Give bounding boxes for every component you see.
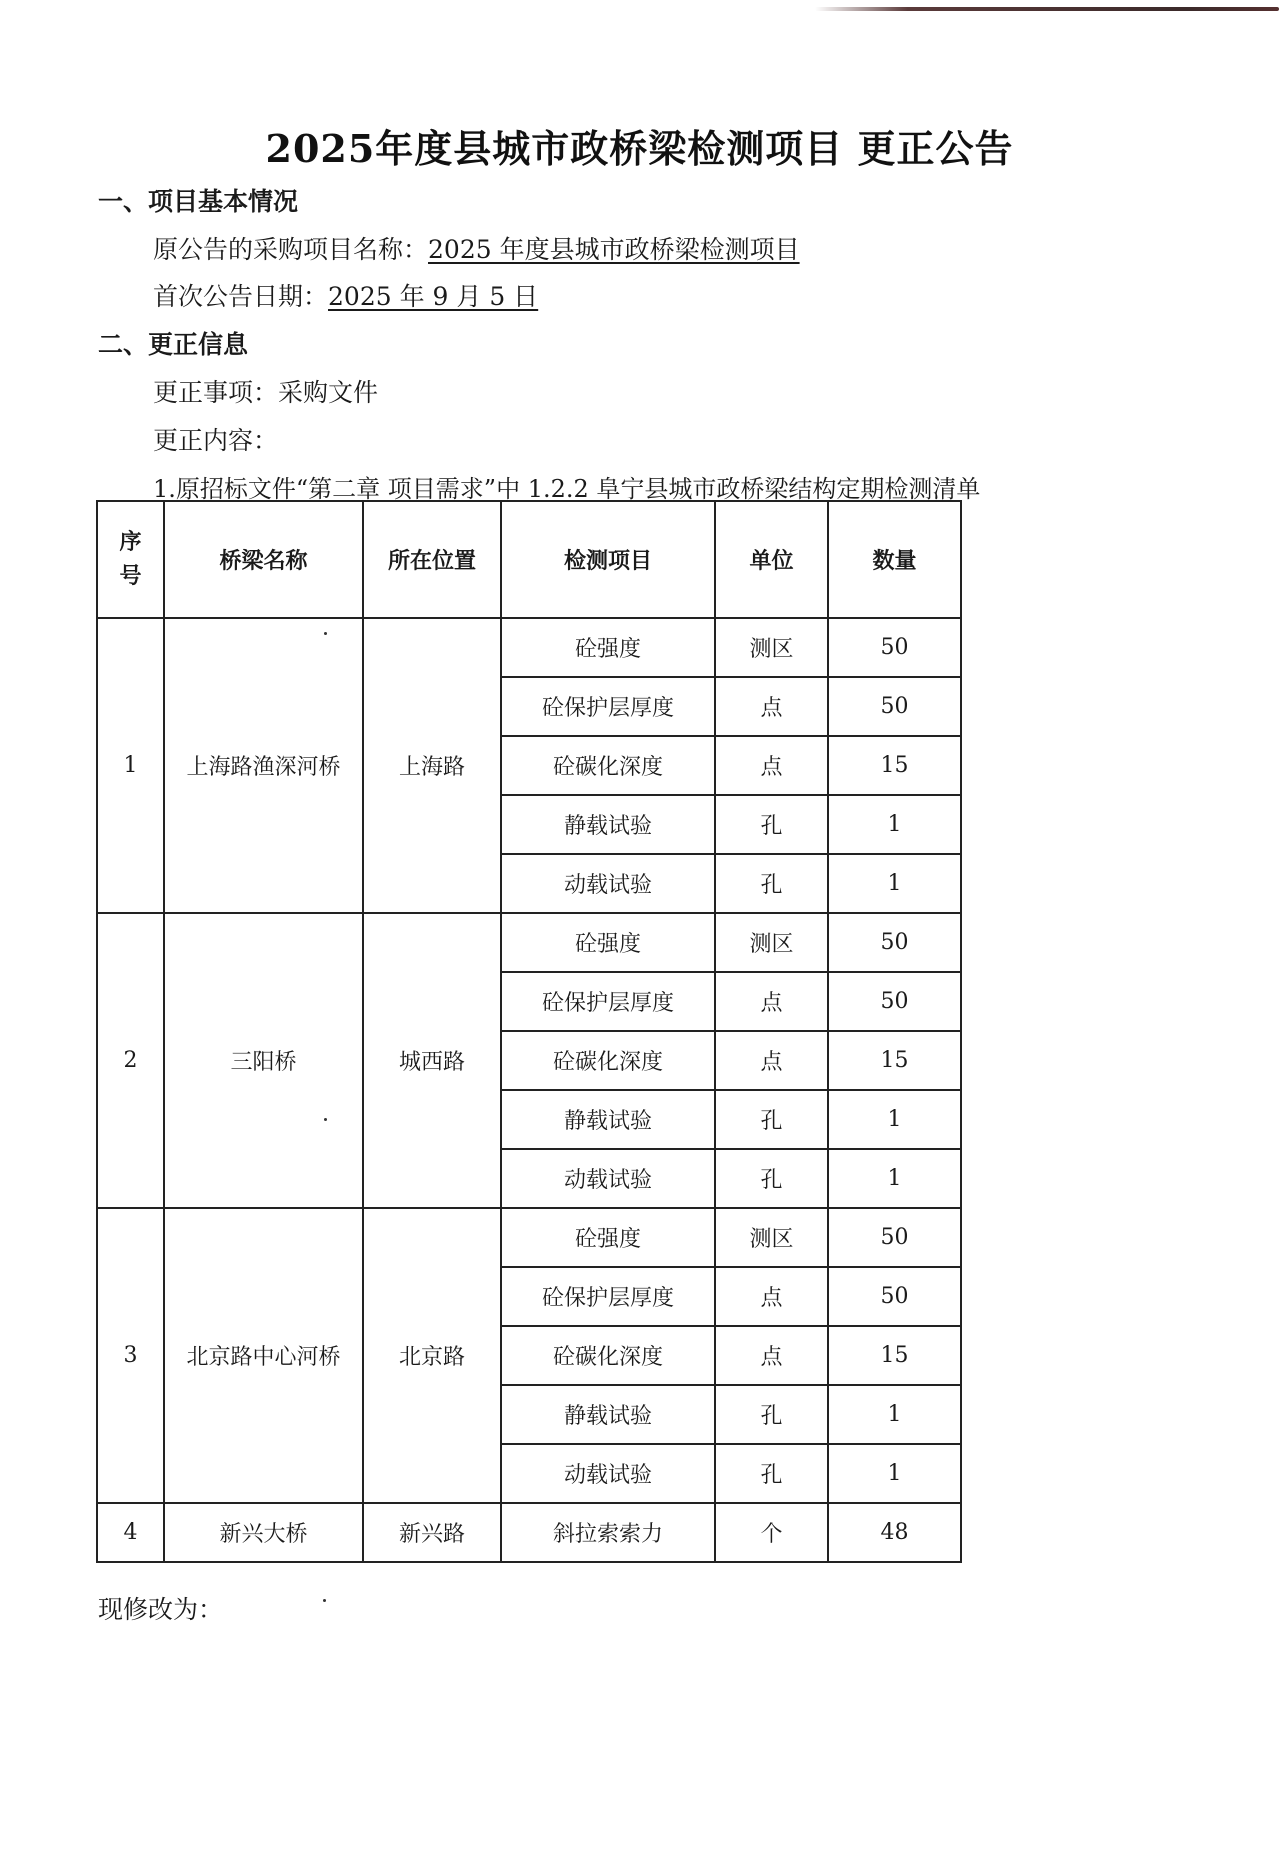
cell-inspection-item: 动载试验 <box>501 1149 715 1208</box>
cell-quantity: 50 <box>828 1208 961 1267</box>
project-name-label: 原公告的采购项目名称： <box>153 235 429 264</box>
cell-quantity: 48 <box>828 1503 961 1562</box>
cell-quantity: 1 <box>828 1090 961 1149</box>
scan-speck <box>324 1118 327 1121</box>
cell-inspection-item: 砼保护层厚度 <box>501 1267 715 1326</box>
table-row <box>97 1208 961 1267</box>
cell-inspection-item: 动载试验 <box>501 1444 715 1503</box>
cell-unit: 孔 <box>715 1090 828 1149</box>
original-clause-line: 1.原招标文件“第二章 项目需求”中 1.2.2 阜宁县城市政桥梁结构定期检测清单 <box>153 475 981 503</box>
cell-inspection-item: 静载试验 <box>501 1090 715 1149</box>
cell-location: 新兴路 <box>363 1503 501 1562</box>
cell-location: 城西路 <box>363 913 501 1208</box>
scan-speck <box>323 1599 326 1602</box>
cell-inspection-item: 砼强度 <box>501 1208 715 1267</box>
cell-unit: 点 <box>715 1326 828 1385</box>
cell-quantity: 50 <box>828 618 961 677</box>
cell-inspection-item: 砼碳化深度 <box>501 1326 715 1385</box>
cell-unit: 个 <box>715 1503 828 1562</box>
scan-edge-line <box>815 7 1279 11</box>
cell-unit: 测区 <box>715 1208 828 1267</box>
cell-inspection-item: 砼碳化深度 <box>501 736 715 795</box>
header-unit: 单位 <box>715 501 828 618</box>
cell-quantity: 1 <box>828 854 961 913</box>
header-location: 所在位置 <box>363 501 501 618</box>
cell-seq: 4 <box>97 1503 164 1562</box>
cell-unit: 孔 <box>715 795 828 854</box>
cell-inspection-item: 砼强度 <box>501 913 715 972</box>
cell-quantity: 50 <box>828 677 961 736</box>
cell-quantity: 1 <box>828 1149 961 1208</box>
cell-unit: 点 <box>715 1267 828 1326</box>
bridge-inspection-table <box>96 500 962 1563</box>
first-date-value: 2025 年 9 月 5 日 <box>328 282 539 311</box>
cell-inspection-item: 砼保护层厚度 <box>501 972 715 1031</box>
cell-unit: 测区 <box>715 913 828 972</box>
section1-heading: 一、项目基本情况 <box>98 187 299 216</box>
cell-unit: 孔 <box>715 1444 828 1503</box>
cell-unit: 点 <box>715 1031 828 1090</box>
cell-unit: 测区 <box>715 618 828 677</box>
project-name-line <box>153 230 800 266</box>
cell-quantity: 15 <box>828 736 961 795</box>
cell-quantity: 50 <box>828 972 961 1031</box>
cell-inspection-item: 动载试验 <box>501 854 715 913</box>
cell-unit: 孔 <box>715 1385 828 1444</box>
cell-bridge-name: 北京路中心河桥 <box>164 1208 363 1503</box>
cell-location: 上海路 <box>363 618 501 913</box>
cell-location: 北京路 <box>363 1208 501 1503</box>
cell-inspection-item: 砼保护层厚度 <box>501 677 715 736</box>
cell-unit: 点 <box>715 677 828 736</box>
cell-inspection-item: 砼强度 <box>501 618 715 677</box>
table-row <box>97 618 961 677</box>
cell-inspection-item: 斜拉索索力 <box>501 1503 715 1562</box>
cell-inspection-item: 砼碳化深度 <box>501 1031 715 1090</box>
cell-unit: 孔 <box>715 1149 828 1208</box>
cell-seq: 1 <box>97 618 164 913</box>
modified-label: 现修改为： <box>98 1595 224 1624</box>
cell-quantity: 15 <box>828 1031 961 1090</box>
cell-inspection-item: 静载试验 <box>501 1385 715 1444</box>
cell-quantity: 1 <box>828 1444 961 1503</box>
first-date-line <box>153 277 538 313</box>
header-bridge-name: 桥梁名称 <box>164 501 363 618</box>
first-date-label: 首次公告日期： <box>153 282 329 311</box>
project-name-value: 2025 年度县城市政桥梁检测项目 <box>428 235 800 264</box>
cell-bridge-name: 新兴大桥 <box>164 1503 363 1562</box>
cell-quantity: 50 <box>828 1267 961 1326</box>
header-quantity: 数量 <box>828 501 961 618</box>
cell-bridge-name: 三阳桥 <box>164 913 363 1208</box>
table-row <box>97 1503 961 1562</box>
cell-quantity: 1 <box>828 1385 961 1444</box>
cell-unit: 孔 <box>715 854 828 913</box>
cell-inspection-item: 静载试验 <box>501 795 715 854</box>
cell-quantity: 15 <box>828 1326 961 1385</box>
cell-quantity: 50 <box>828 913 961 972</box>
cell-bridge-name: 上海路渔深河桥 <box>164 618 363 913</box>
cell-seq: 3 <box>97 1208 164 1503</box>
table-row <box>97 913 961 972</box>
cell-unit: 点 <box>715 736 828 795</box>
cell-quantity: 1 <box>828 795 961 854</box>
correction-content-label: 更正内容： <box>153 426 279 455</box>
header-seq: 序号 <box>97 501 164 618</box>
cell-unit: 点 <box>715 972 828 1031</box>
header-inspection-item: 检测项目 <box>501 501 715 618</box>
table-header-row <box>97 501 961 618</box>
scan-speck <box>324 632 327 635</box>
document-title: 2025年度县城市政桥梁检测项目 更正公告 <box>265 126 1014 171</box>
cell-seq: 2 <box>97 913 164 1208</box>
correction-item-line: 更正事项：采购文件 <box>153 378 379 407</box>
section2-heading: 二、更正信息 <box>98 330 249 359</box>
